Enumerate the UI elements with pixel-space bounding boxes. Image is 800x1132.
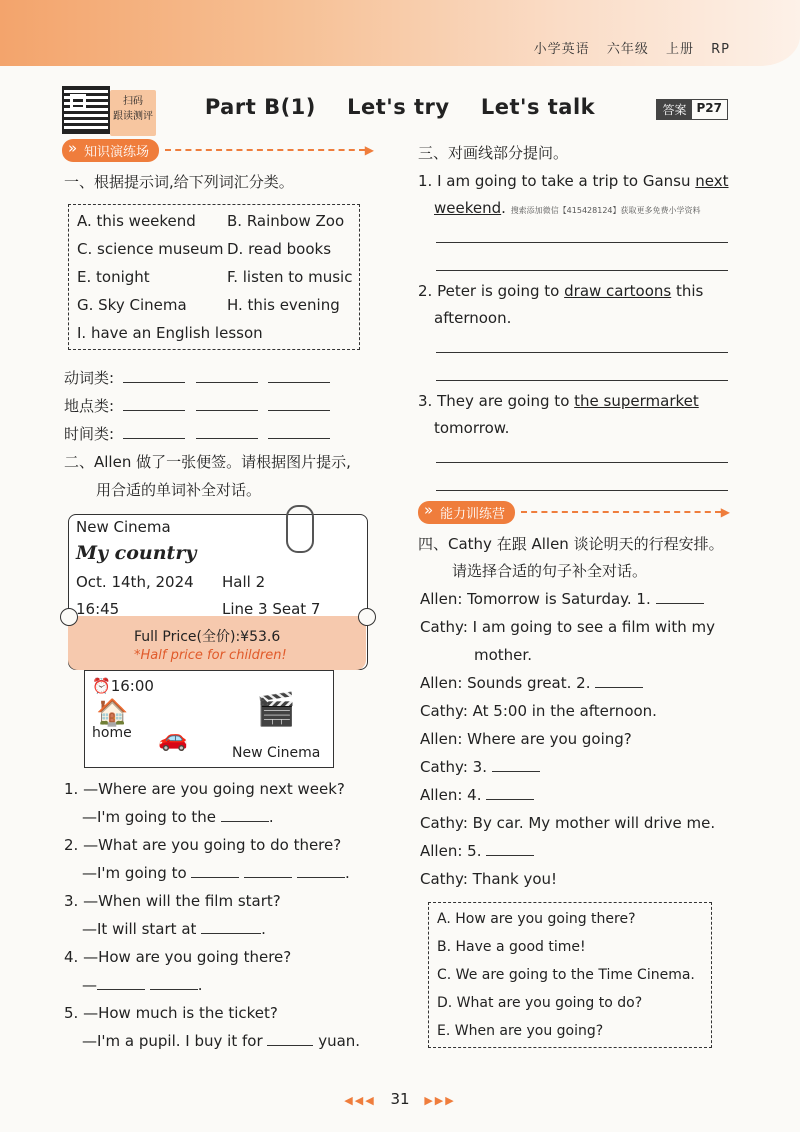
qa-answer-tail: yuan. <box>318 1032 361 1050</box>
answer-blank[interactable] <box>123 394 185 411</box>
subject: 小学英语 <box>533 42 590 57</box>
answer-blank[interactable] <box>595 671 643 688</box>
answer-blank[interactable] <box>196 422 258 439</box>
s3-q2-underlined: draw cartoons <box>564 282 672 300</box>
qa-question: 3. —When will the film start? <box>64 892 281 910</box>
ticket-cinema: New Cinema <box>76 518 171 536</box>
dialogue-line <box>420 669 643 697</box>
answer-blank[interactable] <box>244 861 292 878</box>
s4-heading: 四、Cathy 在跟 Allen 谈论明天的行程安排。 <box>418 535 724 553</box>
options-box <box>428 902 712 1048</box>
answer-blank[interactable] <box>123 366 185 383</box>
qa-question: 2. —What are you going to do there? <box>64 836 342 854</box>
s3-q2-cont: afternoon. <box>434 309 512 327</box>
answer-ref <box>656 99 728 120</box>
word-box <box>68 204 360 350</box>
answer-line[interactable] <box>436 462 728 463</box>
s3-q1-cont: weekend. 搜索添加微信【415428124】获取更多免费小学资料 <box>434 199 701 217</box>
s3-q1 <box>418 167 729 195</box>
section-banner-ability: » 能力训练营 ▶ <box>418 501 730 523</box>
option-item: D. What are you going to do? <box>437 995 643 1011</box>
book-info <box>522 38 730 57</box>
option-item: E. When are you going? <box>437 1023 604 1039</box>
answer-blank[interactable] <box>267 1029 313 1046</box>
answer-page: P27 <box>696 101 722 115</box>
option-item: C. We are going to the Time Cinema. <box>437 967 695 983</box>
ticket-hall: Hall 2 <box>222 573 266 591</box>
qr-label-line2: 跟读测评 <box>113 111 153 122</box>
s3-q3-underlined: the supermarket <box>574 392 699 410</box>
category-row <box>64 392 330 420</box>
paperclip-icon <box>286 505 314 553</box>
word-item: G. Sky Cinema <box>77 296 187 314</box>
volume: 上册 <box>665 42 694 57</box>
option-item: A. How are you going there? <box>437 911 636 927</box>
category-label: 时间类: <box>64 425 115 443</box>
dialogue-line: Cathy: I am going to see a film with my <box>420 618 715 636</box>
s2-heading: 二、Allen 做了一张便签。请根据图片提示, <box>64 453 351 471</box>
ticket-date: Oct. 14th, 2024 <box>76 573 194 591</box>
word-item: F. listen to music <box>227 268 353 286</box>
house-icon: 🏠 <box>96 698 129 728</box>
dialogue-line <box>420 585 704 613</box>
word-item: C. science museum <box>77 240 224 258</box>
note-home: home <box>92 725 132 741</box>
qa-question: 5. —How much is the ticket? <box>64 1004 278 1022</box>
answer-blank[interactable] <box>123 422 185 439</box>
note-destination: New Cinema <box>232 745 321 761</box>
answer-blank[interactable] <box>191 861 239 878</box>
ticket-notch <box>358 608 376 626</box>
note-time-text: 16:00 <box>110 677 154 695</box>
answer-line[interactable] <box>436 490 728 491</box>
answer-blank[interactable] <box>297 861 345 878</box>
answer-line[interactable] <box>436 242 728 243</box>
ticket-film: My country <box>76 542 197 564</box>
edition: RP <box>711 42 730 57</box>
qa-answer-text: —I'm a pupil. I buy it for <box>82 1032 263 1050</box>
dialogue-line <box>420 837 534 865</box>
qa-answer-text: —It will start at <box>82 920 197 938</box>
option-item: B. Have a good time! <box>437 939 586 955</box>
dialogue-line <box>420 781 534 809</box>
qr-label-line1: 扫码 <box>123 96 143 107</box>
word-item: B. Rainbow Zoo <box>227 212 345 230</box>
dialogue-line: Cathy: By car. My mother will drive me. <box>420 814 716 832</box>
prev-arrows-icon: ◀◀◀ <box>344 1094 376 1107</box>
answer-blank[interactable] <box>656 587 704 604</box>
qa-answer: — . <box>82 971 203 999</box>
answer-blank[interactable] <box>97 973 145 990</box>
word-item: A. this weekend <box>77 212 196 230</box>
qa-answer: —I'm going to . <box>82 859 350 887</box>
answer-line[interactable] <box>436 352 728 353</box>
qa-question: 4. —How are you going there? <box>64 948 292 966</box>
qa-answer-text: — <box>82 976 97 994</box>
next-arrows-icon: ▶▶▶ <box>424 1094 456 1107</box>
answer-line[interactable] <box>436 270 728 271</box>
answer-blank[interactable] <box>486 783 534 800</box>
answer-blank[interactable] <box>486 839 534 856</box>
dialogue-line: Cathy: At 5:00 in the afternoon. <box>420 702 657 720</box>
answer-blank[interactable] <box>201 917 261 934</box>
qa-answer <box>82 1027 360 1055</box>
s3-q2-text: 2. Peter is going to <box>418 282 560 300</box>
answer-blank[interactable] <box>196 366 258 383</box>
dialogue-text: Allen: Tomorrow is Saturday. 1. <box>420 590 651 608</box>
dialogue-text: Allen: 4. <box>420 786 482 804</box>
category-label: 动词类: <box>64 369 115 387</box>
ticket-half-price: *Half price for children! <box>134 648 287 663</box>
ticket-price: Full Price(全价):¥53.6 <box>134 629 281 645</box>
s2-heading-2: 用合适的单词补全对话。 <box>96 481 262 499</box>
note-time <box>92 677 154 695</box>
answer-blank[interactable] <box>268 366 330 383</box>
answer-blank[interactable] <box>268 422 330 439</box>
s3-q3 <box>418 387 699 415</box>
qa-question: 1. —Where are you going next week? <box>64 780 345 798</box>
cinema-building-icon: 🎬 <box>256 690 296 728</box>
dialogue-text: Allen: 5. <box>420 842 482 860</box>
answer-label: 答案 <box>657 100 691 119</box>
qa-answer: —I'm going to the . <box>82 803 274 831</box>
s4-heading-2: 请选择合适的句子补全对话。 <box>452 562 648 580</box>
grade: 六年级 <box>606 42 649 57</box>
word-item: H. this evening <box>227 296 340 314</box>
s3-q1-underlined: next <box>695 172 729 190</box>
watermark-note: 搜索添加微信【415428124】获取更多免费小学资料 <box>510 206 701 215</box>
dialogue-text: Allen: Sounds great. 2. <box>420 674 591 692</box>
category-label: 地点类: <box>64 397 115 415</box>
s3-q2 <box>418 277 703 305</box>
word-item: I. have an English lesson <box>77 324 263 342</box>
answer-blank[interactable] <box>221 805 269 822</box>
dialogue-line <box>420 753 540 781</box>
category-row <box>64 420 330 448</box>
section-banner-practice: » 知识演练场 ▶ <box>62 139 374 161</box>
word-item: E. tonight <box>77 268 150 286</box>
category-row <box>64 364 330 392</box>
ticket-seat: Line 3 Seat 7 <box>222 600 321 618</box>
page-number: 31 <box>390 1090 410 1108</box>
s3-q1-text: 1. I am going to take a trip to Gansu <box>418 172 691 190</box>
dialogue-line: Allen: Where are you going? <box>420 730 632 748</box>
answer-blank[interactable] <box>492 755 540 772</box>
answer-blank[interactable] <box>196 394 258 411</box>
answer-blank[interactable] <box>150 973 198 990</box>
answer-line[interactable] <box>436 380 728 381</box>
qa-answer-text: —I'm going to the <box>82 808 217 826</box>
word-item: D. read books <box>227 240 332 258</box>
car-icon: 🚗 <box>158 724 188 752</box>
dialogue-line: Cathy: Thank you! <box>420 870 558 888</box>
dialogue-text: Cathy: 3. <box>420 758 487 776</box>
page-title: Part B(1) Let's try Let's talk <box>204 95 596 119</box>
banner-label: » 能力训练营 <box>418 501 515 524</box>
s1-heading: 一、根据提示词,给下列词汇分类。 <box>64 173 294 191</box>
banner-label: » 知识演练场 <box>62 139 159 162</box>
s3-heading: 三、对画线部分提问。 <box>418 144 569 162</box>
s3-q3-text: 3. They are going to <box>418 392 570 410</box>
ticket-time: 16:45 <box>76 600 120 618</box>
s3-q2-text-2: this <box>676 282 704 300</box>
page-footer <box>0 1090 800 1108</box>
alarm-clock-icon: ⏰ <box>92 677 111 695</box>
answer-blank[interactable] <box>268 394 330 411</box>
qa-answer: —It will start at . <box>82 915 266 943</box>
qa-answer-text: —I'm going to <box>82 864 187 882</box>
s3-q1-underlined-2: weekend <box>434 199 502 217</box>
s3-q3-cont: tomorrow. <box>434 419 510 437</box>
dialogue-line: mother. <box>474 646 532 664</box>
